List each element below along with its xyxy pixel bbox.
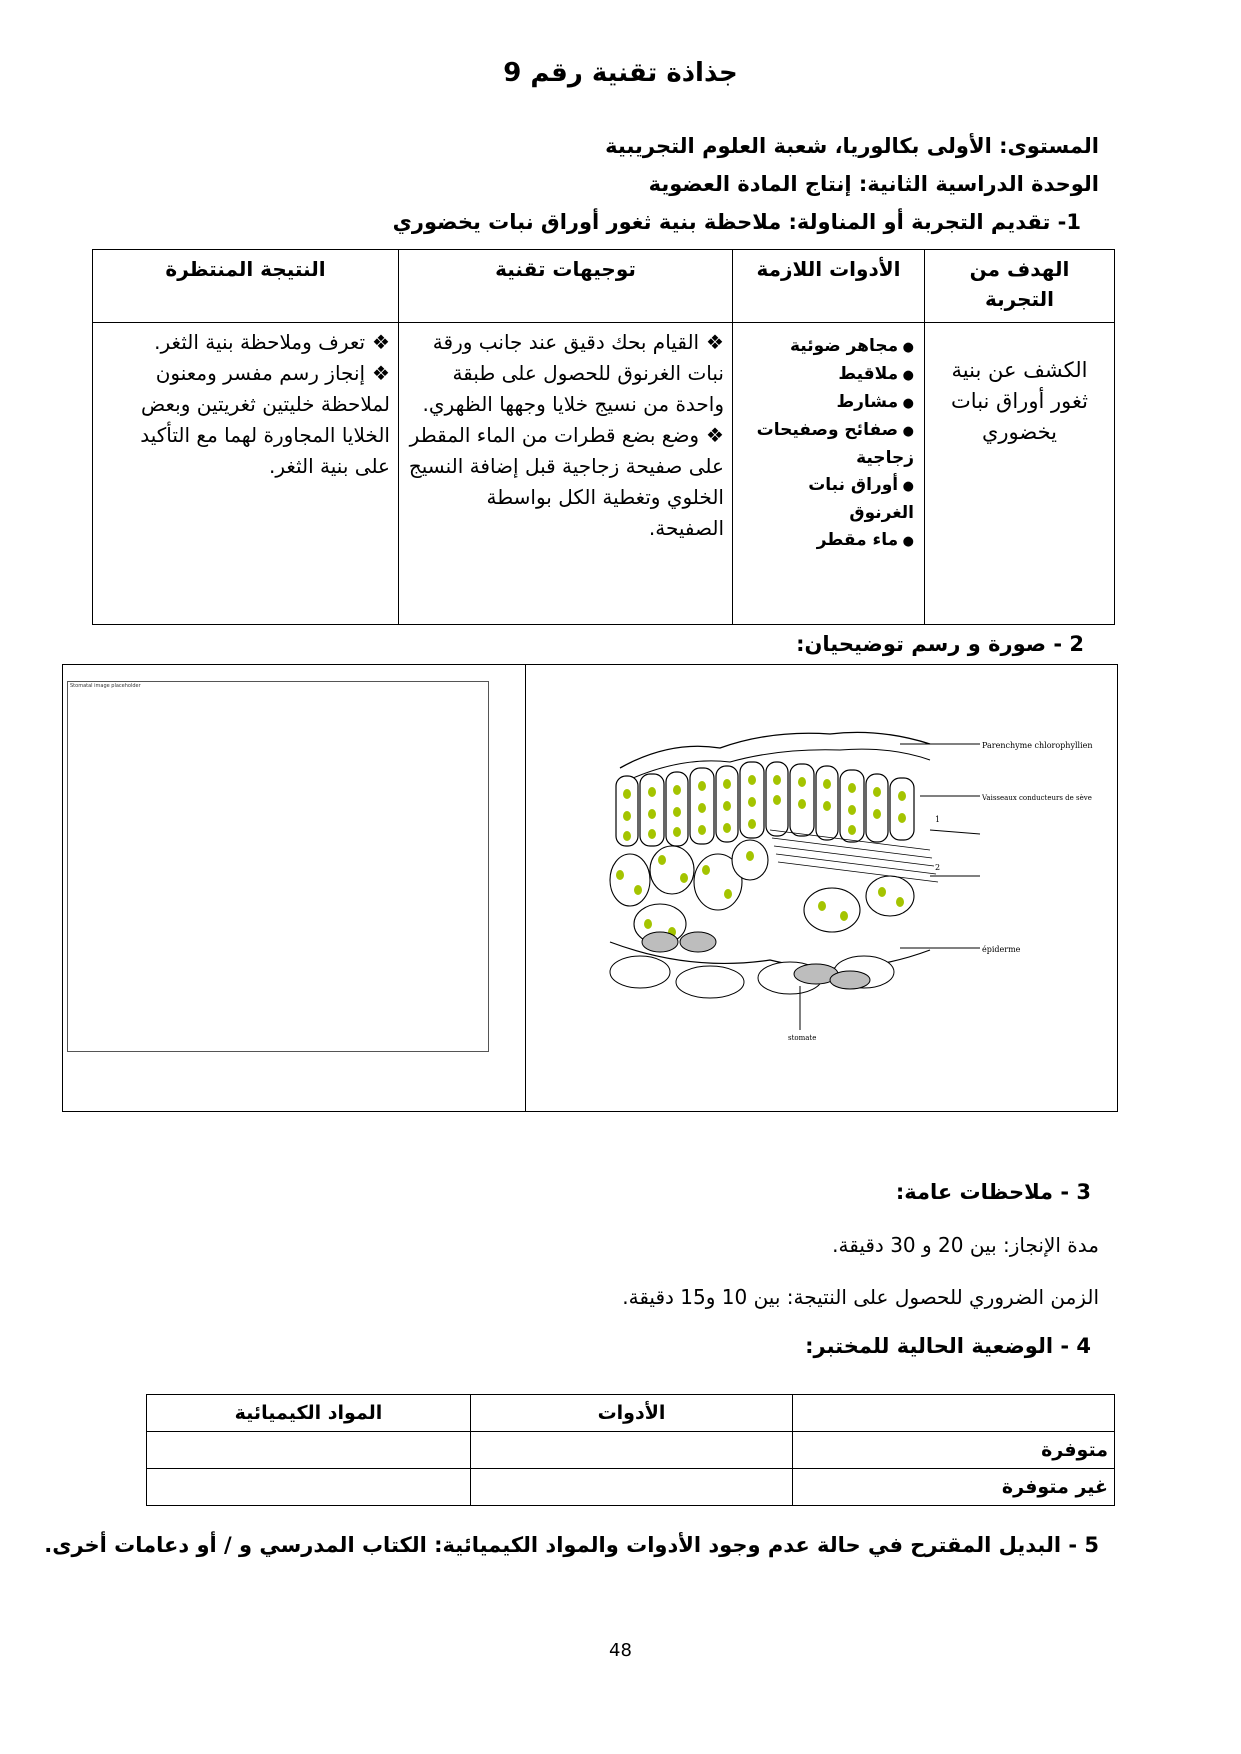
row-label-available: متوفرة	[793, 1432, 1115, 1469]
note-result-time: الزمن الضروري للحصول على النتيجة: بين 10 و15 دقيقة.	[622, 1285, 1099, 1309]
tool-item: ● ملاقيط	[741, 361, 916, 389]
header-tools: الأدوات اللازمة	[733, 250, 925, 323]
tool-item: ● مجاهر ضوئية	[741, 333, 916, 361]
unit-line: الوحدة الدراسية الثانية: إنتاج المادة العضوية	[648, 172, 1099, 196]
label-vessels: Vaisseaux conducteurs de sève	[982, 794, 1092, 802]
result-item: ❖ تعرف وملاحظة بنية الثغر.	[101, 327, 390, 358]
section1-heading: 1- تقديم التجربة أو المناولة: ملاحظة بنية ثغور أوراق نبات يخضوري	[392, 210, 1081, 234]
label-epidermis: épiderme	[982, 945, 1021, 954]
header-goal: الهدف من التجربة	[925, 250, 1115, 323]
unavailable-tools-cell	[471, 1469, 793, 1506]
section4-heading: 4 - الوضعية الحالية للمختبر:	[805, 1334, 1091, 1358]
figure-divider	[525, 664, 526, 1112]
goal-cell	[925, 323, 1115, 625]
section5-heading: 5 - البديل المقترح في حالة عدم وجود الأدوات والمواد الكيميائية: الكتاب المدرسي و / أو دعامات أخرى.	[44, 1533, 1099, 1557]
row-label-unavailable: غير متوفرة	[793, 1469, 1115, 1506]
goal-text: الكشف عن بنية ثغور أوراق نبات يخضوري	[951, 358, 1088, 444]
label-parenchyma: Parenchyme chlorophyllien	[982, 741, 1093, 750]
tool-item: ● مشارط	[741, 389, 916, 417]
tool-item: ● أوراق نبات الغرنوق	[741, 472, 916, 527]
tools-cell	[733, 323, 925, 625]
page-title: جذاذة تقنية رقم 9	[503, 58, 738, 88]
tool-item: ● صفائح وصفيحات زجاجية	[741, 417, 916, 472]
instruction-item: ❖ وضع بضع قطرات من الماء المقطر على صفيحة زجاجية قبل إضافة النسيج الخلوي وتغطية الكل بواسطة الصفيحة.	[407, 420, 724, 544]
header-results: النتيجة المنتظرة	[93, 250, 399, 323]
header-chemicals-col: المواد الكيميائية	[147, 1395, 471, 1432]
label-num1: 1	[935, 815, 941, 824]
lab-status-table	[146, 1394, 1115, 1506]
section2-heading: 2 - صورة و رسم توضيحيان:	[796, 632, 1084, 656]
label-stomata: stomate	[788, 1034, 817, 1042]
available-chemicals-cell	[147, 1432, 471, 1469]
photo-caption: Stomatal image placeholder	[70, 683, 141, 689]
unavailable-chemicals-cell	[147, 1469, 471, 1506]
section3-heading: 3 - ملاحظات عامة:	[895, 1180, 1091, 1204]
status-corner-cell	[793, 1395, 1115, 1432]
experiment-table	[92, 249, 1115, 625]
header-instructions: توجيهات تقنية	[399, 250, 733, 323]
page-number: 48	[609, 1640, 632, 1661]
result-item: ❖ إنجاز رسم مفسر ومعنون لملاحظة خليتين ثغريتين وبعض الخلايا المجاورة لهما مع التأكيد على بنية الثغر.	[101, 358, 390, 482]
leaf-section-diagram	[600, 710, 1120, 1080]
instructions-cell	[399, 323, 733, 625]
level-line: المستوى: الأولى بكالوريا، شعبة العلوم التجريبية	[605, 134, 1099, 158]
tool-item: ● ماء مقطر	[741, 527, 916, 555]
note-duration: مدة الإنجاز: بين 20 و 30 دقيقة.	[832, 1233, 1099, 1257]
header-tools-col: الأدوات	[471, 1395, 793, 1432]
available-tools-cell	[471, 1432, 793, 1469]
label-num2: 2	[935, 863, 941, 872]
instruction-item: ❖ القيام بحك دقيق عند جانب ورقة نبات الغرنوق للحصول على طبقة واحدة من نسيج خلايا وجهها الظهري.	[407, 327, 724, 420]
photo-placeholder	[67, 681, 489, 1052]
results-cell	[93, 323, 399, 625]
